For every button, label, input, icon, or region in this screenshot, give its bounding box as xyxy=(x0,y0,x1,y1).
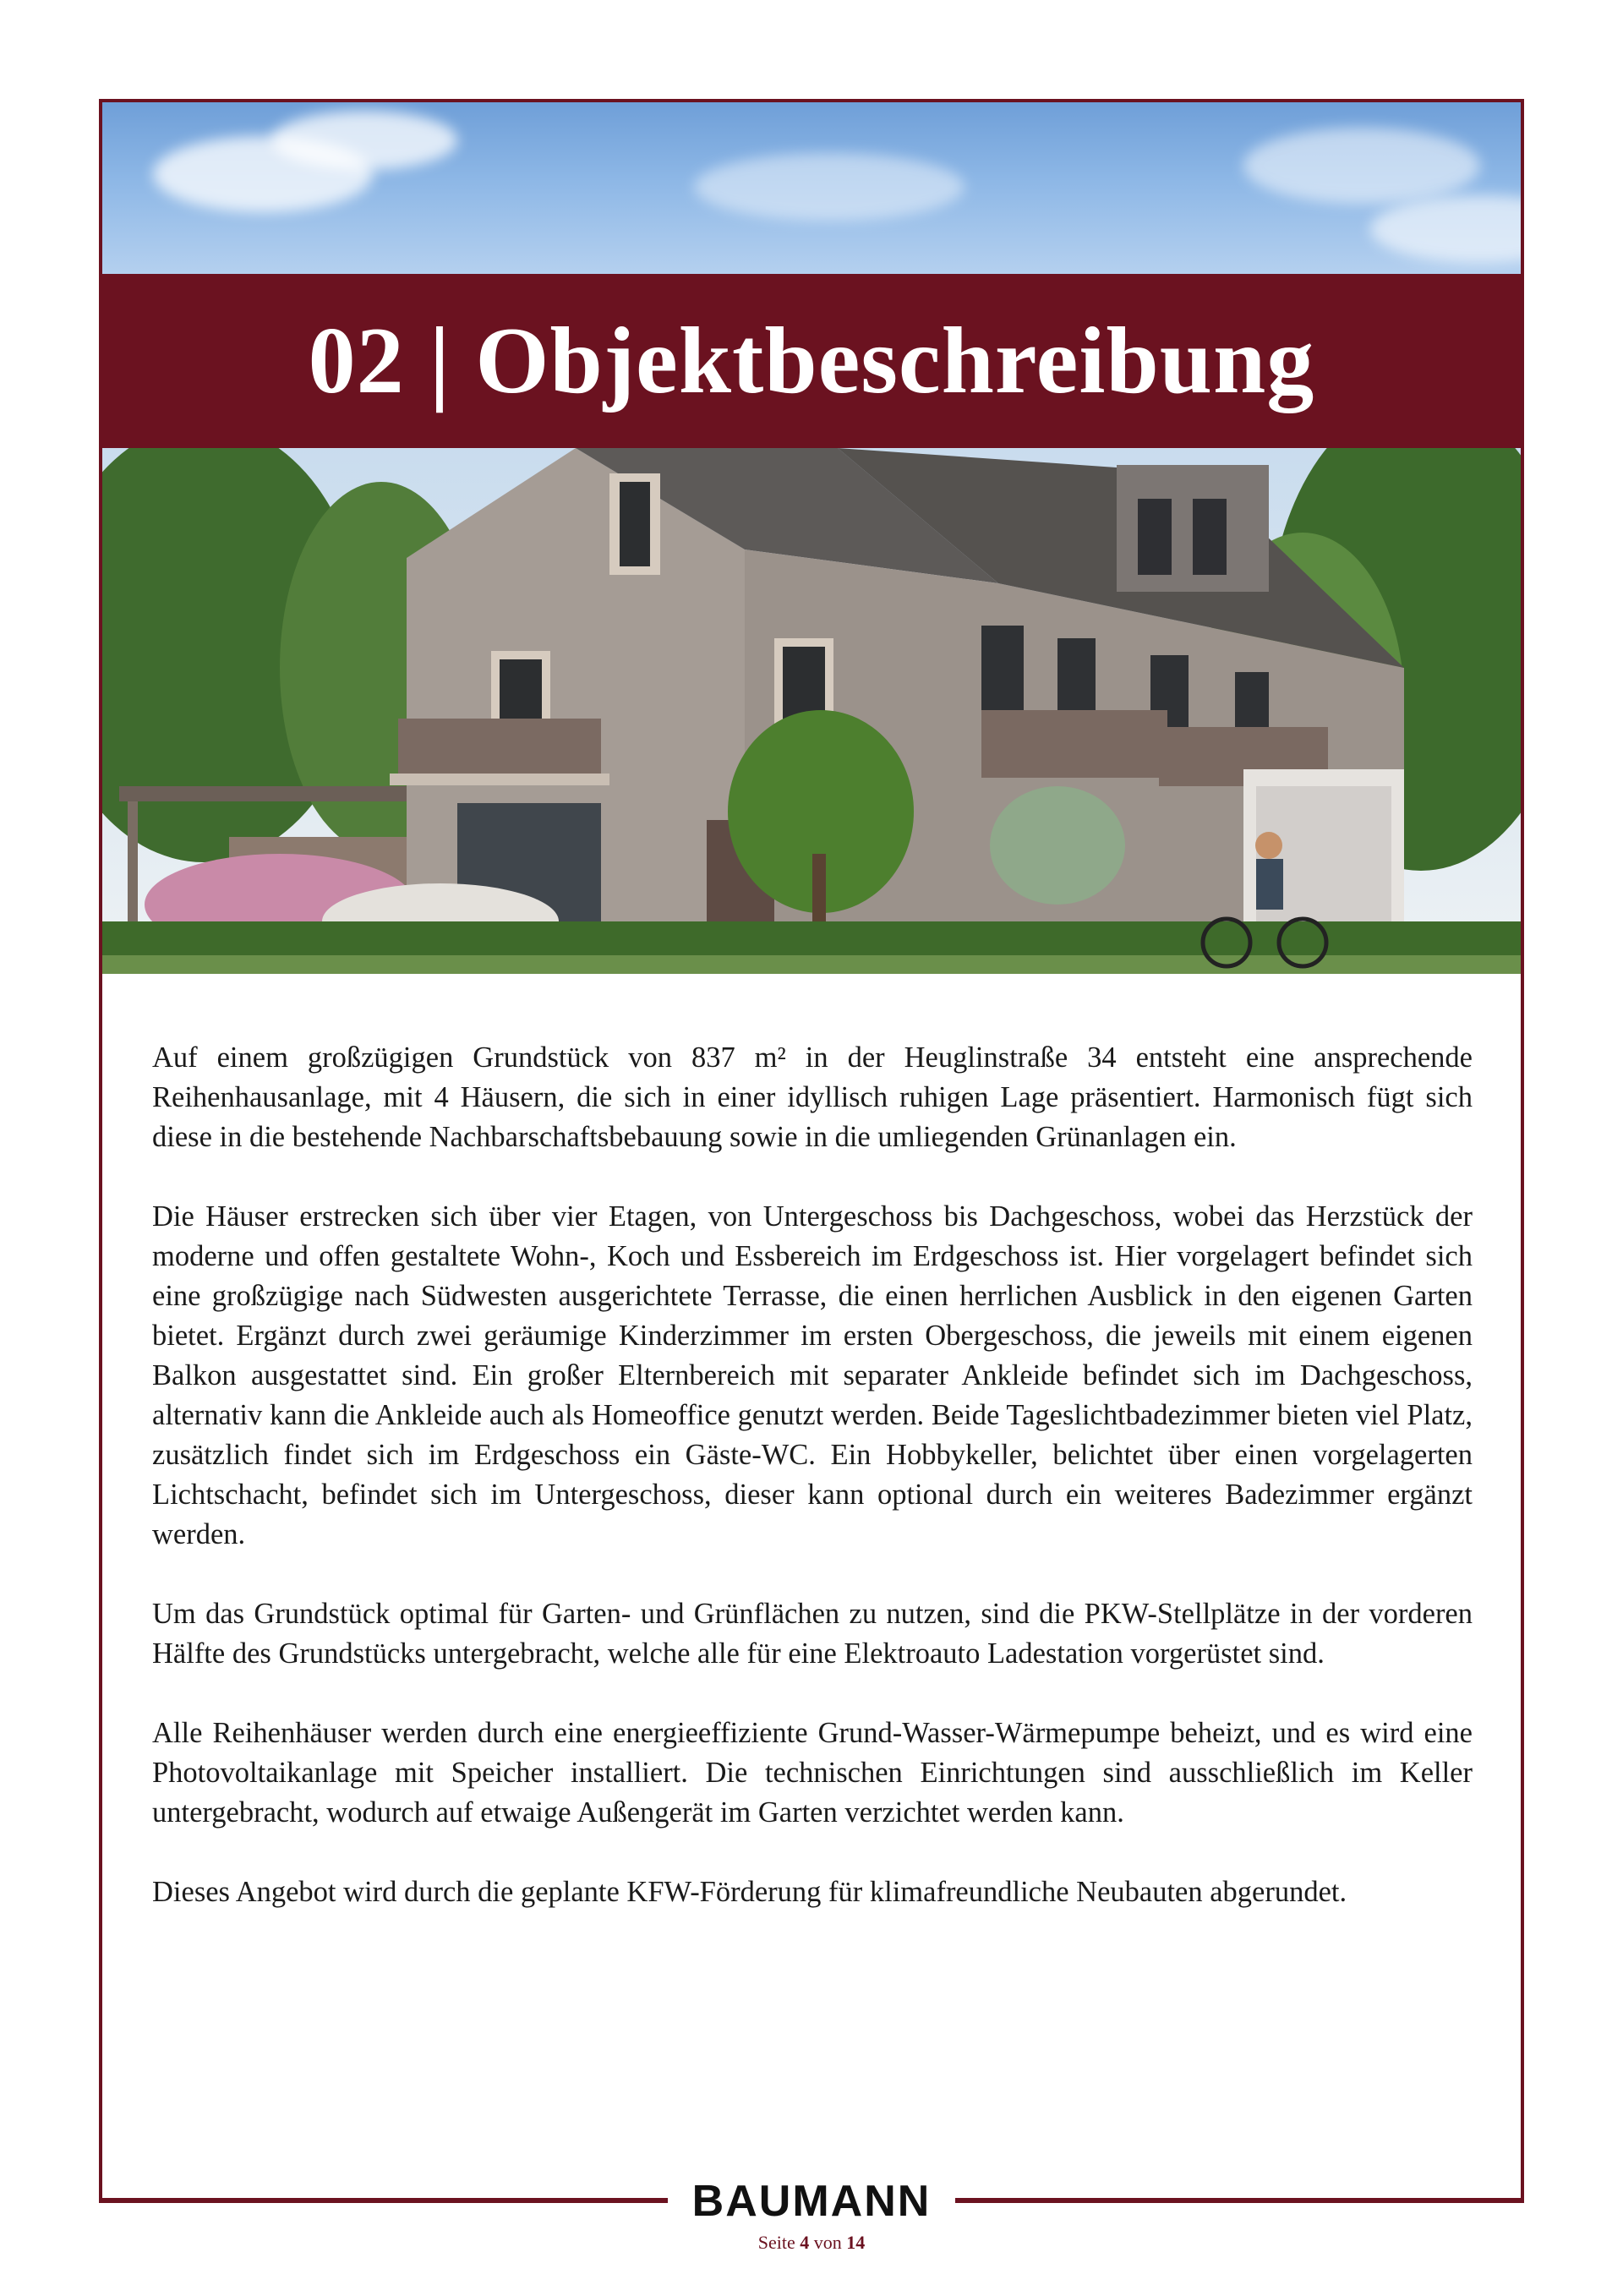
footer-rule-left xyxy=(99,2200,674,2203)
footer-rule-right xyxy=(949,2200,1524,2203)
page-number xyxy=(0,2232,1623,2254)
page-title: 02 | Objektbeschreibung xyxy=(308,308,1315,413)
paragraph-parking: Um das Grundstück optimal für Garten- und Grünflächen zu nutzen, sind die PKW-Stellplätze in der vorderen Hälfte des Grundstücks untergebracht, welche alle für eine Elektroauto Ladestation vorgerüstet sind. xyxy=(152,1598,1473,1670)
page-current: 4 xyxy=(800,2232,810,2253)
sky-banner xyxy=(102,102,1521,274)
baumann-logo: BAUMANN xyxy=(668,2176,955,2227)
page-prefix: Seite xyxy=(757,2232,795,2253)
page-total: 14 xyxy=(846,2232,866,2253)
paragraph-floors: Die Häuser erstrecken sich über vier Etagen, von Untergeschoss bis Dachgeschoss, wobei das Herzstück der moderne und offen gestaltete Wohn-, Koch und Essbereich im Erdgeschoss ist. Hier vorgelagert befindet sich eine großzügige nach Südwesten ausgerichtete Terrasse, die einen herrlichen Ausblick in den eigenen Garten bietet. Ergänzt durch zwei geräumige Kinderzimmer im ersten Obergeschoss, die jeweils mit einem eigenen Balkon ausgestattet sind. Ein großer Elternbereich mit separater Ankleide befindet sich im Dachgeschoss, alternativ kann die Ankleide auch als Homeoffice genutzt werden. Beide Tageslichtbadezimmer bieten viel Platz, zusätzlich findet sich im Erdgeschoss ein Gäste-WC. Ein Hobbykeller, belichtet über einen vorgelagerten Lichtschacht, befindet sich im Untergeschoss, dieser kann optional durch ein weiteres Badezimmer ergänzt werden. xyxy=(152,1200,1473,1550)
description-body xyxy=(152,1038,1473,1952)
house-rendering-image xyxy=(102,448,1521,974)
page-separator: von xyxy=(813,2232,842,2253)
paragraph-heating: Alle Reihenhäuser werden durch eine energieeffiziente Grund-Wasser-Wärmepumpe beheizt, und es wird eine Photovoltaikanlage mit Speicher installiert. Die technischen Einrichtungen sind ausschließlich im Keller untergebracht, wodurch auf etwaige Außengerät im Garten verzichtet werden kann. xyxy=(152,1717,1473,1829)
paragraph-funding: Dieses Angebot wird durch die geplante KFW-Förderung für klimafreundliche Neubauten abgerundet. xyxy=(152,1876,1347,1908)
footer-logo-bar xyxy=(99,2176,1524,2227)
title-band xyxy=(102,274,1521,448)
paragraph-plot: Auf einem großzügigen Grundstück von 837 m² in der Heuglinstraße 34 entsteht eine ansprechende Reihenhausanlage, mit 4 Häusern, die sich in einer idyllisch ruhigen Lage präsentiert. Harmonisch fügt sich diese in die bestehende Nachbarschaftsbebauung sowie in die umliegenden Grünanlagen ein. xyxy=(152,1041,1473,1153)
